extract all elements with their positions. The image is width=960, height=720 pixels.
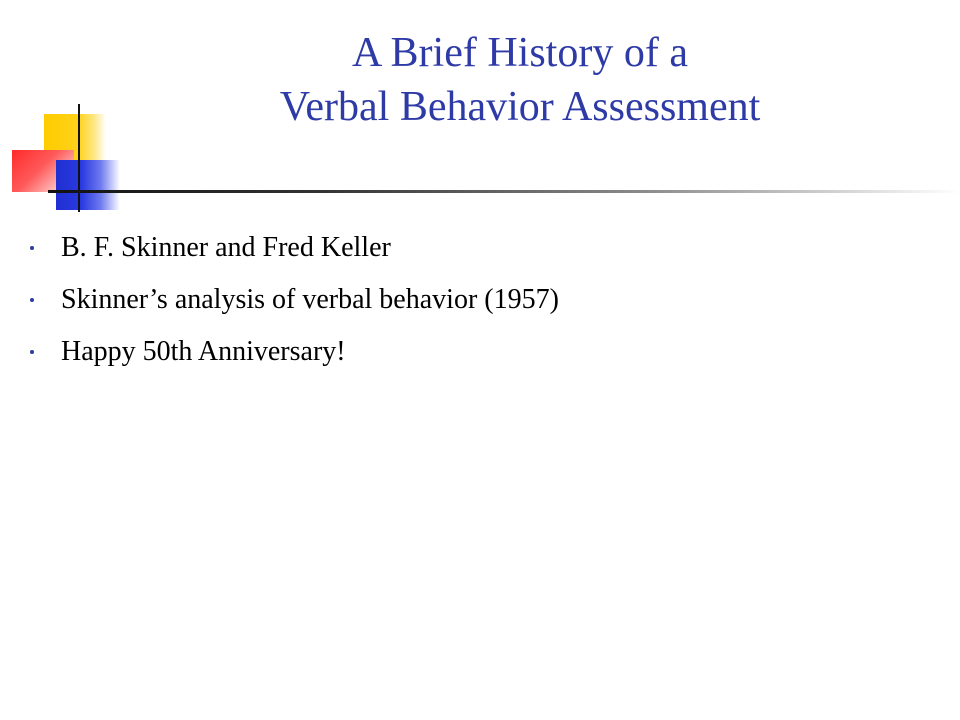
- bullet-text: Happy 50th Anniversary!: [61, 336, 346, 367]
- decor-vertical-line: [78, 104, 80, 212]
- title-underline-rule: [48, 190, 960, 193]
- bullet-text: Skinner’s analysis of verbal behavior (1957): [61, 284, 559, 315]
- slide-title-line-1: A Brief History of a: [352, 30, 688, 76]
- bullet-dot-icon: [30, 246, 34, 250]
- bullet-dot-icon: [30, 350, 34, 354]
- decor-blue-square: [56, 160, 120, 210]
- slide-title-line-2: Verbal Behavior Assessment: [279, 84, 761, 130]
- slide-title: [120, 26, 920, 134]
- bullet-dot-icon: [30, 298, 34, 302]
- bullet-list: [30, 222, 910, 378]
- bullet-text: B. F. Skinner and Fred Keller: [61, 232, 391, 263]
- bullet-item: [30, 222, 910, 274]
- bullet-item: [30, 326, 910, 378]
- bullet-item: [30, 274, 910, 326]
